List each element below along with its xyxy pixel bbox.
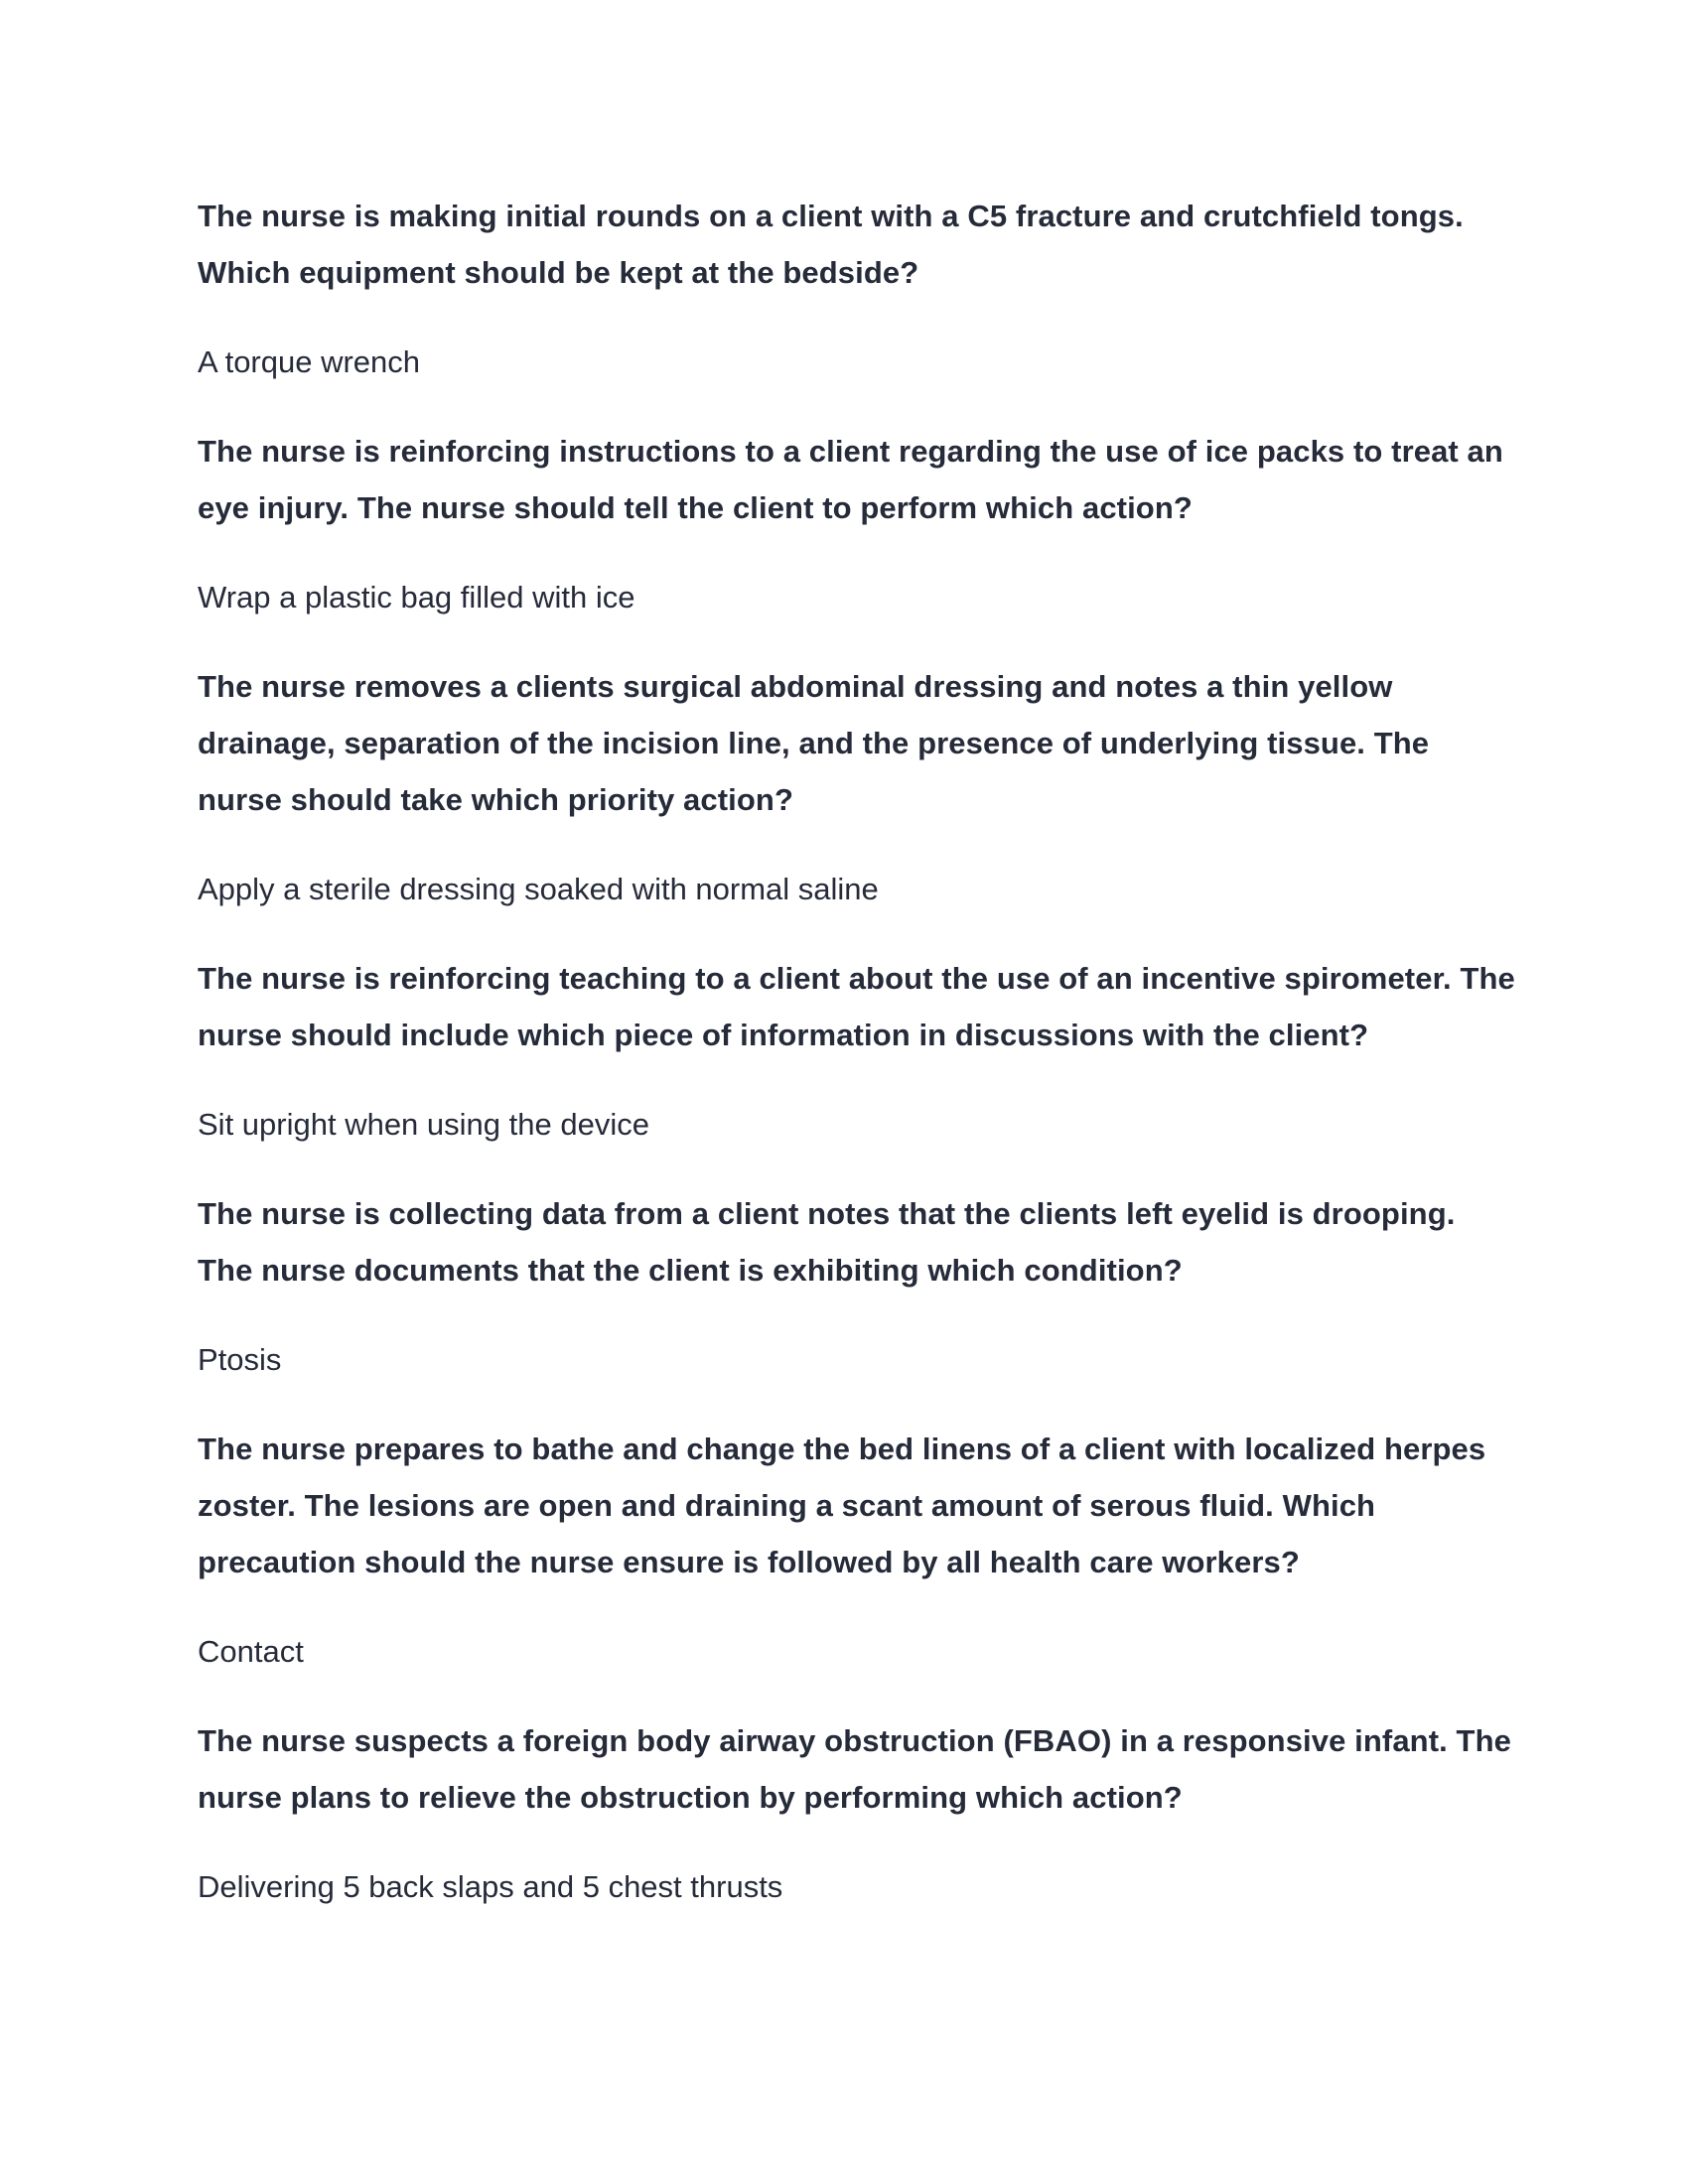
answer-text: Ptosis [198, 1342, 282, 1377]
answer-text: Delivering 5 back slaps and 5 chest thrusts [198, 1869, 783, 1904]
question-text: The nurse is reinforcing instructions to a client regarding the use of ice packs to treat an eye injury. The nurse should tell the client to perform which action? [198, 434, 1503, 525]
qa-item-1 [198, 188, 1518, 390]
question-text: The nurse is making initial rounds on a client with a C5 fracture and crutchfield tongs. Which equipment should be kept at the bedside? [198, 199, 1464, 290]
question-text: The nurse is reinforcing teaching to a client about the use of an incentive spirometer. The nurse should include which piece of information in discussions with the client? [198, 961, 1515, 1052]
question-text: The nurse is collecting data from a client notes that the clients left eyelid is drooping. The nurse documents that the client is exhibiting which condition? [198, 1196, 1456, 1288]
question-text: The nurse suspects a foreign body airway obstruction (FBAO) in a responsive infant. The nurse plans to relieve the obstruction by performing which action? [198, 1723, 1511, 1815]
answer-text: Wrap a plastic bag filled with ice [198, 580, 635, 614]
question-text: The nurse removes a clients surgical abdominal dressing and notes a thin yellow drainage, separation of the incision line, and the presence of underlying tissue. The nurse should take which priority action? [198, 669, 1430, 817]
qa-item-5 [198, 1185, 1518, 1388]
question-text: The nurse prepares to bathe and change the bed linens of a client with localized herpes zoster. The lesions are open and draining a scant amount of serous fluid. Which precaution should the nurse ensure is followed by all health care workers? [198, 1432, 1486, 1579]
qa-item-6 [198, 1421, 1518, 1680]
answer-text: Contact [198, 1634, 304, 1669]
qa-item-4 [198, 950, 1518, 1153]
document-page [198, 188, 1518, 1948]
qa-item-2 [198, 423, 1518, 625]
answer-text: A torque wrench [198, 344, 421, 379]
qa-item-7 [198, 1712, 1518, 1915]
qa-item-3 [198, 658, 1518, 917]
answer-text: Sit upright when using the device [198, 1107, 649, 1142]
answer-text: Apply a sterile dressing soaked with normal saline [198, 872, 879, 906]
